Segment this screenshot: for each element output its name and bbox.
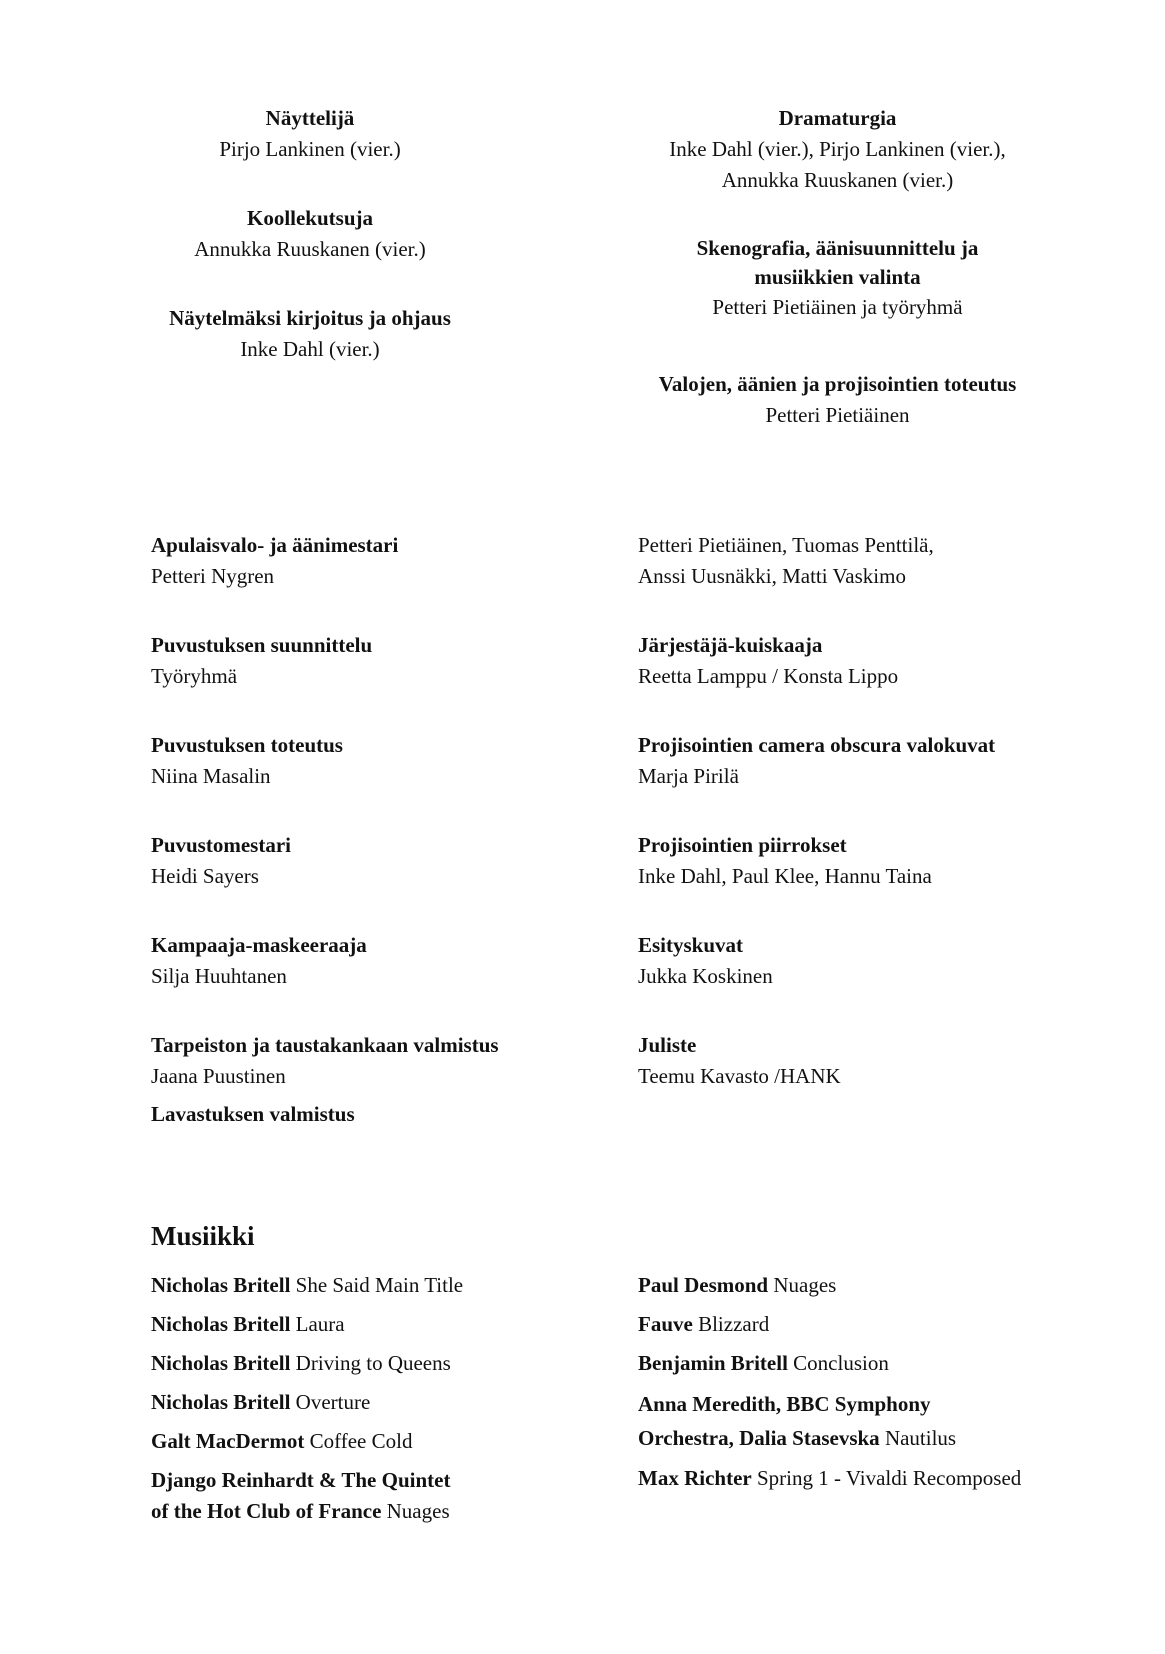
crew-name: Reetta Lamppu / Konsta Lippo [638, 664, 899, 688]
music-item [638, 1463, 1098, 1494]
crew-name: Työryhmä [151, 664, 238, 688]
music-title: Nautilus [884, 1426, 957, 1450]
crew-role: Tarpeiston ja taustakankaan valmistus [151, 1033, 499, 1057]
music-item [151, 1465, 611, 1527]
music-item [151, 1270, 611, 1301]
crew-role: Puvustomestari [151, 833, 291, 857]
credit-role: Näyttelijä [265, 106, 355, 130]
credit-role: Valojen, äänien ja projisointien toteutus [658, 372, 1017, 396]
music-item [151, 1348, 611, 1379]
crew-name: Heidi Sayers [151, 864, 259, 888]
credit-name: Petteri Pietiäinen [765, 403, 910, 427]
crew-name: Jukka Koskinen [638, 964, 773, 988]
crew-role: Juliste [638, 1033, 697, 1057]
music-title: Driving to Queens [295, 1351, 451, 1375]
music-artist: Fauve [638, 1312, 693, 1336]
top-right-credits [600, 103, 1075, 431]
top-left-credits [110, 103, 510, 365]
crew-role: Järjestäjä-kuiskaaja [638, 633, 823, 657]
music-right-list [638, 1270, 1098, 1502]
music-item [151, 1387, 611, 1418]
crew-role: Kampaaja-maskeeraaja [151, 933, 367, 957]
credit-name: Inke Dahl (vier.) [240, 337, 380, 361]
credit-role: Koollekutsuja [246, 206, 374, 230]
music-title: Laura [295, 1312, 345, 1336]
music-item [151, 1309, 611, 1340]
music-title: Nuages [773, 1273, 837, 1297]
music-artist: Nicholas Britell [151, 1273, 291, 1297]
crew-role: Apulaisvalo- ja äänimestari [151, 533, 399, 557]
music-title: Coffee Cold [309, 1429, 413, 1453]
crew-left-column [151, 530, 611, 1130]
music-artist: Paul Desmond [638, 1273, 769, 1297]
credit-role: Skenografia, äänisuunnittelu ja [696, 236, 979, 260]
crew-name: Inke Dahl, Paul Klee, Hannu Taina [638, 864, 932, 888]
crew-role: Puvustuksen toteutus [151, 733, 343, 757]
music-title: Conclusion [793, 1351, 889, 1375]
music-item [638, 1270, 1098, 1301]
crew-role: Projisointien piirrokset [638, 833, 847, 857]
music-artist: Max Richter [638, 1466, 752, 1490]
music-artist: of the Hot Club of France [151, 1499, 382, 1523]
crew-name: Silja Huuhtanen [151, 964, 287, 988]
credit-role: musiikkien valinta [754, 265, 921, 289]
music-artist: Nicholas Britell [151, 1312, 291, 1336]
crew-name: Petteri Pietiäinen, Tuomas Penttilä, [638, 533, 934, 557]
credit-name: Inke Dahl (vier.), Pirjo Lankinen (vier.), [669, 137, 1006, 161]
crew-role: Esityskuvat [638, 933, 744, 957]
music-item [638, 1387, 1098, 1455]
crew-name: Teemu Kavasto /HANK [638, 1064, 841, 1088]
music-artist: Nicholas Britell [151, 1351, 291, 1375]
crew-role: Lavastuksen valmistus [151, 1102, 355, 1126]
crew-name: Marja Pirilä [638, 764, 739, 788]
music-title: Spring 1 - Vivaldi Recomposed [756, 1466, 1022, 1490]
music-title: Overture [295, 1390, 371, 1414]
credit-name: Pirjo Lankinen (vier.) [219, 137, 401, 161]
crew-name: Anssi Uusnäkki, Matti Vaskimo [638, 564, 906, 588]
music-artist: Django Reinhardt & The Quintet [151, 1468, 451, 1492]
music-title: Blizzard [698, 1312, 770, 1336]
music-item [638, 1348, 1098, 1379]
crew-role: Projisointien camera obscura valokuvat [638, 733, 996, 757]
crew-role: Puvustuksen suunnittelu [151, 633, 373, 657]
credit-name: Annukka Ruuskanen (vier.) [721, 168, 954, 192]
crew-name: Petteri Nygren [151, 564, 275, 588]
crew-name: Jaana Puustinen [151, 1064, 286, 1088]
music-title: She Said Main Title [295, 1273, 464, 1297]
music-item [638, 1309, 1098, 1340]
music-item [151, 1426, 611, 1457]
credit-name: Annukka Ruuskanen (vier.) [194, 237, 426, 261]
music-artist: Nicholas Britell [151, 1390, 291, 1414]
crew-right-column [638, 530, 1098, 1092]
music-heading: Musiikki [151, 1221, 255, 1251]
music-artist: Orchestra, Dalia Stasevska [638, 1426, 880, 1450]
credit-role: Näytelmäksi kirjoitus ja ohjaus [169, 306, 451, 330]
music-artist: Benjamin Britell [638, 1351, 788, 1375]
music-artist: Anna Meredith, BBC Symphony [638, 1392, 931, 1416]
crew-name: Niina Masalin [151, 764, 271, 788]
music-left-list [151, 1270, 611, 1535]
credit-name: Petteri Pietiäinen ja työryhmä [712, 295, 963, 319]
music-artist: Galt MacDermot [151, 1429, 305, 1453]
music-title: Nuages [386, 1499, 450, 1523]
credit-role: Dramaturgia [778, 106, 897, 130]
